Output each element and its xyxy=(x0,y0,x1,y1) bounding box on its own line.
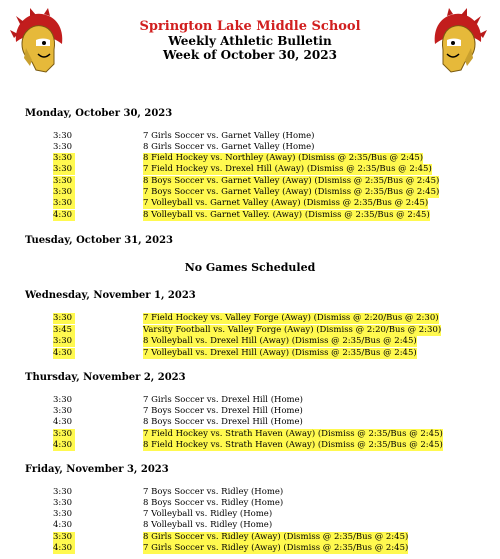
bulletin-title: Weekly Athletic Bulletin xyxy=(168,34,332,48)
week-label: Week of October 30, 2023 xyxy=(163,48,337,62)
day-header-wednesday: Wednesday, November 1, 2023 xyxy=(25,290,196,301)
bulletin-header xyxy=(0,19,500,62)
school-name: Springton Lake Middle School xyxy=(139,19,361,34)
no-games-note: No Games Scheduled xyxy=(184,261,316,274)
day-header-friday: Friday, November 3, 2023 xyxy=(25,464,169,475)
day-header-tuesday: Tuesday, October 31, 2023 xyxy=(25,235,173,246)
day-header-thursday: Thursday, November 2, 2023 xyxy=(25,372,186,383)
day-header-monday: Monday, October 30, 2023 xyxy=(25,108,173,119)
